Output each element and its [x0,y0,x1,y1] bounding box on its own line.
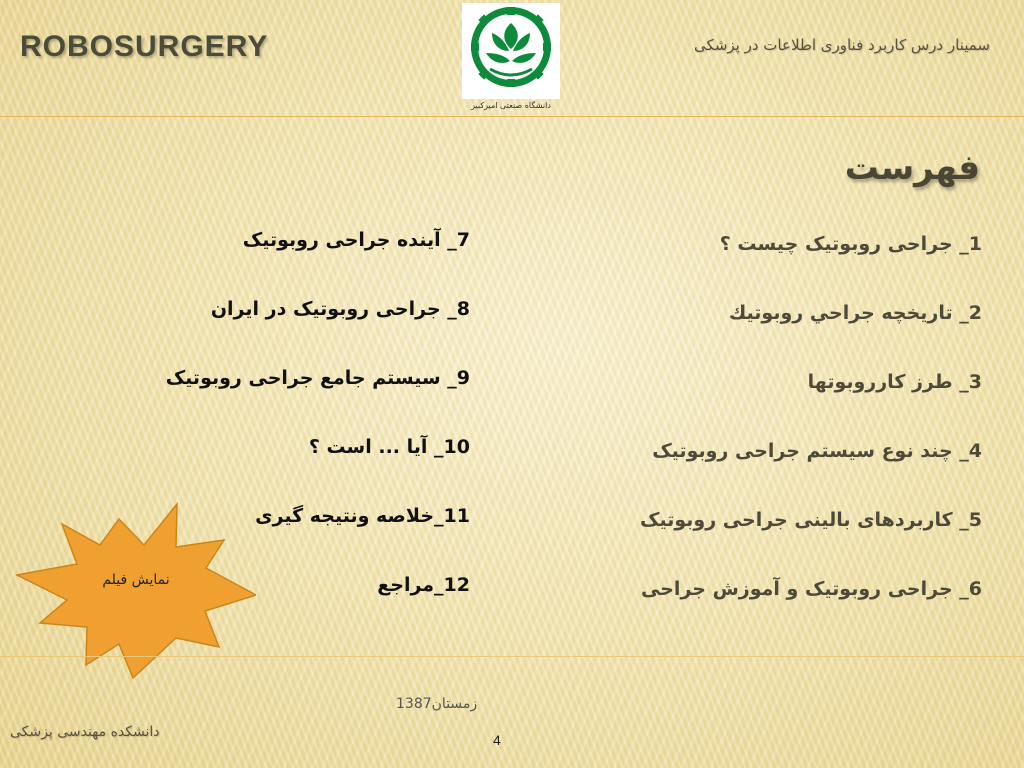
header-caption: سمینار درس کاربرد فناوری اطلاعات در پزشکی [694,36,990,54]
footer-department: دانشکده مهندسی پزشکی [10,724,160,740]
toc-item: 6_ جراحی روبوتیک و آموزش جراحی [641,578,982,600]
logo-caption: دانشگاه صنعتی امیرکبیر [471,101,551,110]
university-logo [462,3,560,99]
toc-item: 5_ کاربردهای بالینی جراحی روبوتیک [640,509,982,531]
toc-item: 9_ سیستم جامع جراحی روبوتیک [165,367,470,389]
toc-item: 11_خلاصه ونتیجه گیری [255,505,470,527]
page-number: 4 [493,732,501,748]
toc-column-right [562,226,982,640]
toc-item: 8_ جراحی روبوتیک در ایران [210,298,470,320]
starburst-shape[interactable] [17,504,256,678]
show-video-button[interactable] [16,502,256,680]
slide-title: ROBOSURGERY [20,30,269,63]
university-emblem-icon [462,3,560,99]
toc-heading: فهرست [844,148,980,188]
footer-divider [0,656,1024,657]
toc-item: 2_ تاريخچه جراحي روبوتيك [728,302,982,324]
toc-item: 10_ آیا ... است ؟ [308,436,470,458]
toc-item: 3_ طرز کارروبوتها [807,371,982,393]
toc-item: 4_ چند نوع سیستم جراحی روبوتیک [652,440,982,462]
show-video-label[interactable]: نمایش فیلم [102,572,170,588]
toc-item: 1_ جراحی روبوتیک چیست ؟ [719,233,982,255]
header-divider [0,116,1024,117]
date-text: زمستان1387 [396,696,478,712]
toc-item: 7_ آینده جراحی روبوتیک [242,229,470,251]
toc-item: 12_مراجع [377,574,470,596]
